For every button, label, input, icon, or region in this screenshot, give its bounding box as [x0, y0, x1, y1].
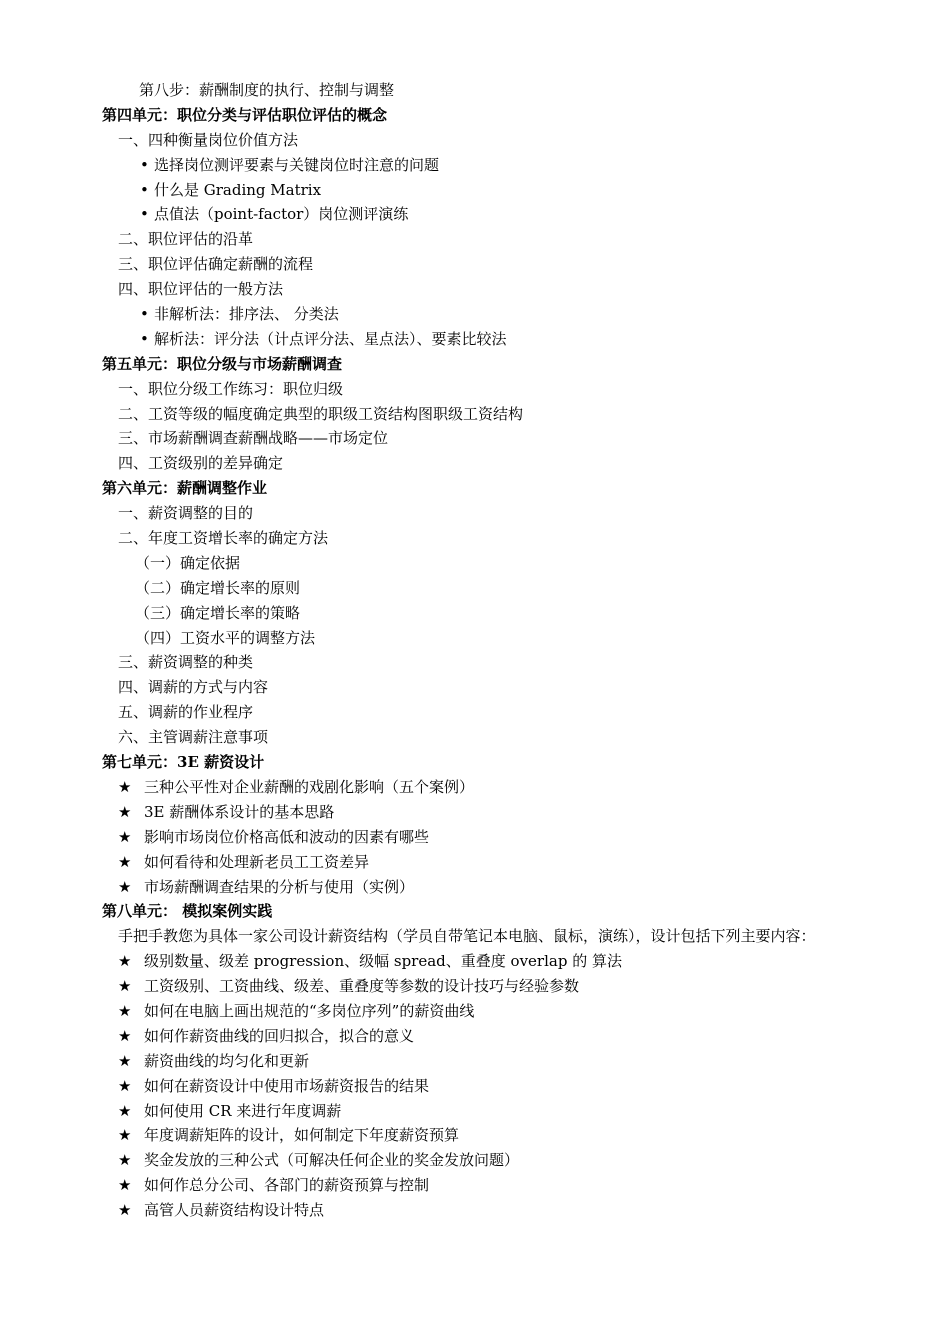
- star-item-text: 3E 薪酬体系设计的基本思路: [144, 802, 335, 821]
- unit-eight-intro-paragraph: 手把手教您为具体一家公司设计薪资结构（学员自带笔记本电脑、鼠标，演练），设计包括下列主要内容：: [118, 927, 816, 946]
- star-icon: ★: [118, 1151, 132, 1170]
- unit-six-subitem: （一）确定依据: [135, 553, 241, 572]
- star-icon: ★: [118, 1101, 132, 1120]
- unit-eight-star-item: [102, 1049, 872, 1074]
- unit-seven-star-item: [102, 800, 872, 825]
- star-icon: ★: [118, 952, 132, 971]
- star-icon: ★: [118, 877, 132, 896]
- bullet-icon: •: [140, 180, 149, 199]
- document-page: [102, 78, 872, 1223]
- star-item-text: 如何使用 CR 来进行年度调薪: [144, 1101, 342, 1120]
- unit-eight-star-item: [102, 1148, 872, 1173]
- star-icon: ★: [118, 777, 132, 796]
- unit-eight-star-item: [102, 1173, 872, 1198]
- unit-seven-star-item: [102, 825, 872, 850]
- subitem-text: 非解析法：排序法、 分类法: [154, 305, 339, 324]
- subitem-text: 选择岗位测评要素与关键岗位时注意的问题: [154, 155, 440, 174]
- unit-eight-heading: 第八单元： 模拟案例实践: [102, 902, 273, 921]
- star-icon: ★: [118, 827, 132, 846]
- star-icon: ★: [118, 1051, 132, 1070]
- star-item-text: 影响市场岗位价格高低和波动的因素有哪些: [144, 827, 430, 846]
- unit-six-heading: 第六单元：薪酬调整作业: [102, 479, 268, 498]
- star-item-text: 如何看待和处理新老员工工资差异: [144, 852, 370, 871]
- star-icon: ★: [118, 1076, 132, 1095]
- star-icon: ★: [118, 1001, 132, 1020]
- subitem-text: 点值法（point-factor）岗位测评演练: [154, 205, 409, 224]
- unit-seven-star-item: [102, 875, 872, 900]
- unit-eight-star-item: [102, 1024, 872, 1049]
- star-icon: ★: [118, 977, 132, 996]
- star-icon: ★: [118, 852, 132, 871]
- unit-eight-star-item: [102, 974, 872, 999]
- star-item-text: 级别数量、级差 progression、级幅 spread、重叠度 overlap 的 算法: [144, 952, 622, 971]
- unit-four-heading: 第四单元：职位分类与评估职位评估的概念: [102, 105, 388, 124]
- star-item-text: 如何作总分公司、各部门的薪资预算与控制: [144, 1176, 430, 1195]
- unit-six-subitem: （三）确定增长率的策略: [135, 603, 301, 622]
- unit-six-item: 五、调薪的作业程序: [118, 703, 254, 722]
- star-icon: ★: [118, 802, 132, 821]
- unit-seven-star-item: [102, 775, 872, 800]
- step-eight-line: 第八步：薪酬制度的执行、控制与调整: [139, 81, 395, 99]
- star-item-text: 薪资曲线的均匀化和更新: [144, 1051, 310, 1070]
- star-icon: ★: [118, 1176, 132, 1195]
- star-item-text: 奖金发放的三种公式（可解决任何企业的奖金发放问题）: [144, 1151, 520, 1170]
- unit-eight-star-item: [102, 999, 872, 1024]
- unit-four-item: 四、职位评估的一般方法: [118, 280, 284, 299]
- bullet-icon: •: [140, 155, 149, 174]
- unit-four-subitem: [102, 202, 872, 227]
- unit-five-item: 四、工资级别的差异确定: [118, 454, 284, 473]
- unit-five-item: 二、工资等级的幅度确定典型的职级工资结构图职级工资结构: [118, 404, 524, 423]
- subitem-text: 解析法：评分法（计点评分法、星点法）、要素比较法: [154, 329, 507, 348]
- unit-five-heading: 第五单元：职位分级与市场薪酬调查: [102, 354, 343, 373]
- bullet-icon: •: [140, 305, 149, 324]
- unit-four-subitem: [102, 178, 872, 203]
- star-item-text: 年度调薪矩阵的设计，如何制定下年度薪资预算: [144, 1126, 460, 1145]
- star-icon: ★: [118, 1026, 132, 1045]
- unit-six-subitem: （四）工资水平的调整方法: [135, 628, 316, 647]
- subitem-text: 什么是 Grading Matrix: [154, 180, 322, 199]
- unit-eight-star-item: [102, 1074, 872, 1099]
- star-icon: ★: [118, 1126, 132, 1145]
- unit-four-item: 二、职位评估的沿革: [118, 230, 254, 249]
- star-item-text: 工资级别、工资曲线、级差、重叠度等参数的设计技巧与经验参数: [144, 977, 580, 996]
- unit-six-item: 六、主管调薪注意事项: [118, 728, 269, 747]
- unit-six-subitem: （二）确定增长率的原则: [135, 578, 301, 597]
- unit-four-subitem: [102, 302, 872, 327]
- unit-six-item: 一、薪资调整的目的: [118, 504, 254, 523]
- star-item-text: 三种公平性对企业薪酬的戏剧化影响（五个案例）: [144, 777, 475, 796]
- unit-five-item: 一、职位分级工作练习：职位归级: [118, 379, 344, 398]
- star-item-text: 市场薪酬调查结果的分析与使用（实例）: [144, 877, 415, 896]
- unit-four-subitem: [102, 153, 872, 178]
- unit-seven-star-item: [102, 850, 872, 875]
- star-item-text: 如何作薪资曲线的回归拟合，拟合的意义: [144, 1026, 415, 1045]
- star-item-text: 如何在薪资设计中使用市场薪资报告的结果: [144, 1076, 430, 1095]
- unit-four-subitem: [102, 327, 872, 352]
- bullet-icon: •: [140, 329, 149, 348]
- unit-five-item: 三、市场薪酬调查薪酬战略——市场定位: [118, 429, 389, 448]
- unit-four-item: 三、职位评估确定薪酬的流程: [118, 255, 314, 274]
- bullet-icon: •: [140, 205, 149, 224]
- star-item-text: 高管人员薪资结构设计特点: [144, 1201, 325, 1220]
- unit-six-item: 二、年度工资增长率的确定方法: [118, 529, 329, 548]
- unit-four-item: 一、四种衡量岗位价值方法: [118, 130, 299, 149]
- unit-six-item: 三、薪资调整的种类: [118, 653, 254, 672]
- unit-six-item: 四、调薪的方式与内容: [118, 678, 269, 697]
- unit-eight-star-item: [102, 1099, 872, 1124]
- star-item-text: 如何在电脑上画出规范的“多岗位序列”的薪资曲线: [144, 1001, 475, 1020]
- unit-eight-star-item: [102, 1123, 872, 1148]
- star-icon: ★: [118, 1201, 132, 1220]
- unit-eight-star-item: [102, 1198, 872, 1223]
- unit-seven-heading: 第七单元：3E 薪资设计: [102, 753, 265, 772]
- unit-eight-star-item: [102, 949, 872, 974]
